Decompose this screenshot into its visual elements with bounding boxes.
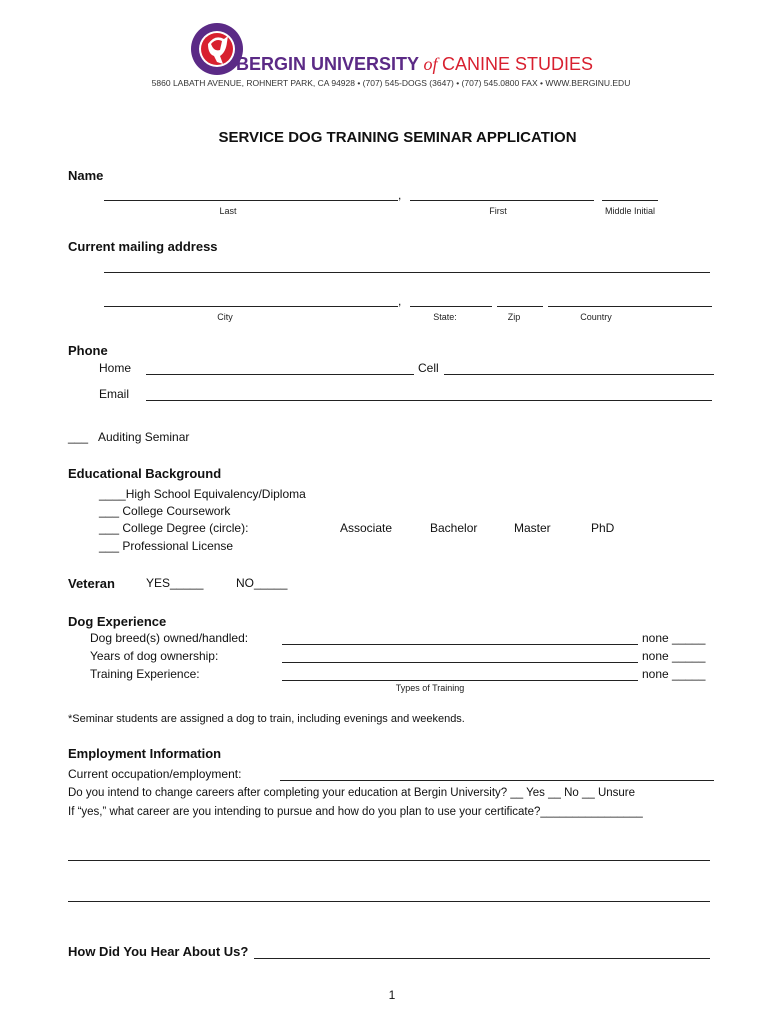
dog-training-none[interactable]: none _____ bbox=[642, 667, 706, 681]
education-item-coursework[interactable]: ___ College Coursework bbox=[99, 504, 231, 518]
page-title: SERVICE DOG TRAINING SEMINAR APPLICATION bbox=[218, 129, 577, 146]
first-name-line[interactable] bbox=[410, 200, 594, 201]
zip-line[interactable] bbox=[497, 306, 543, 307]
cell-phone-line[interactable] bbox=[444, 374, 714, 375]
career-plan-line-1[interactable] bbox=[68, 860, 710, 861]
dog-breed-line[interactable] bbox=[282, 644, 638, 645]
seminar-note: *Seminar students are assigned a dog to train, including evenings and weekends. bbox=[68, 713, 465, 725]
address-comma: , bbox=[398, 294, 402, 308]
state-line[interactable] bbox=[410, 306, 492, 307]
university-name bbox=[236, 54, 593, 75]
name-comma: , bbox=[398, 188, 402, 202]
zip-caption: Zip bbox=[507, 312, 521, 322]
street-line[interactable] bbox=[104, 272, 710, 273]
country-line[interactable] bbox=[548, 306, 712, 307]
dog-breed-label: Dog breed(s) owned/handled: bbox=[90, 631, 249, 645]
last-caption: Last bbox=[219, 206, 237, 216]
current-occupation-label: Current occupation/employment: bbox=[68, 767, 242, 781]
city-caption: City bbox=[217, 312, 233, 322]
country-caption: Country bbox=[580, 312, 612, 322]
first-caption: First bbox=[489, 206, 507, 216]
education-item-degree[interactable]: ___ College Degree (circle): bbox=[99, 521, 249, 535]
dog-experience-label: Dog Experience bbox=[68, 614, 167, 629]
career-plan-line-2[interactable] bbox=[68, 901, 710, 902]
city-line[interactable] bbox=[104, 306, 398, 307]
hear-about-us-line[interactable] bbox=[254, 958, 710, 959]
middle-initial-line[interactable] bbox=[602, 200, 658, 201]
veteran-no[interactable]: NO_____ bbox=[236, 576, 288, 590]
last-name-line[interactable] bbox=[104, 200, 398, 201]
dog-training-line[interactable] bbox=[282, 680, 638, 681]
email-line[interactable] bbox=[146, 400, 712, 401]
career-plan-question[interactable]: If “yes,” what career are you intending to pursue and how do you plan to use your certificate?________________ bbox=[68, 806, 643, 818]
dog-breed-none[interactable]: none _____ bbox=[642, 631, 706, 645]
university-name-rest: CANINE STUDIES bbox=[441, 54, 593, 74]
university-name-bold: BERGIN UNIVERSITY bbox=[236, 54, 420, 74]
education-item-license[interactable]: ___ Professional License bbox=[99, 539, 234, 553]
state-caption: State: bbox=[433, 312, 457, 322]
types-of-training-caption: Types of Training bbox=[395, 683, 465, 693]
dog-years-label: Years of dog ownership: bbox=[90, 649, 219, 663]
university-name-of: of bbox=[423, 54, 438, 74]
home-label: Home bbox=[99, 361, 132, 375]
education-label: Educational Background bbox=[68, 466, 222, 481]
current-occupation-line[interactable] bbox=[280, 780, 714, 781]
veteran-yes[interactable]: YES_____ bbox=[146, 576, 204, 590]
degree-associate[interactable]: Associate bbox=[340, 521, 393, 535]
header-address: 5860 LABATH AVENUE, ROHNERT PARK, CA 94928 • (707) 545-DOGS (3647) • (707) 545.0800 FAX • WWW.BERGINU.EDU bbox=[151, 78, 631, 88]
auditing-blank[interactable]: ___ bbox=[68, 430, 89, 444]
degree-phd[interactable]: PhD bbox=[591, 521, 615, 535]
hear-about-us-label: How Did You Hear About Us? bbox=[68, 944, 249, 959]
page-number: 1 bbox=[388, 988, 396, 1002]
employment-label: Employment Information bbox=[68, 746, 222, 761]
cell-label: Cell bbox=[418, 361, 439, 375]
name-label: Name bbox=[68, 168, 104, 183]
degree-bachelor[interactable]: Bachelor bbox=[430, 521, 478, 535]
auditing-label: Auditing Seminar bbox=[98, 430, 190, 444]
veteran-label: Veteran bbox=[68, 576, 115, 591]
home-phone-line[interactable] bbox=[146, 374, 414, 375]
address-label: Current mailing address bbox=[68, 239, 218, 254]
dog-training-label: Training Experience: bbox=[90, 667, 200, 681]
degree-master[interactable]: Master bbox=[514, 521, 551, 535]
middle-caption: Middle Initial bbox=[604, 206, 656, 216]
email-label: Email bbox=[99, 387, 130, 401]
dog-years-none[interactable]: none _____ bbox=[642, 649, 706, 663]
career-change-question[interactable]: Do you intend to change careers after completing your education at Bergin University? __ Yes __ No __ Unsure bbox=[68, 787, 636, 799]
education-item-diploma[interactable]: ____High School Equivalency/Diploma bbox=[99, 487, 306, 501]
dog-years-line[interactable] bbox=[282, 662, 638, 663]
phone-label: Phone bbox=[68, 343, 108, 358]
